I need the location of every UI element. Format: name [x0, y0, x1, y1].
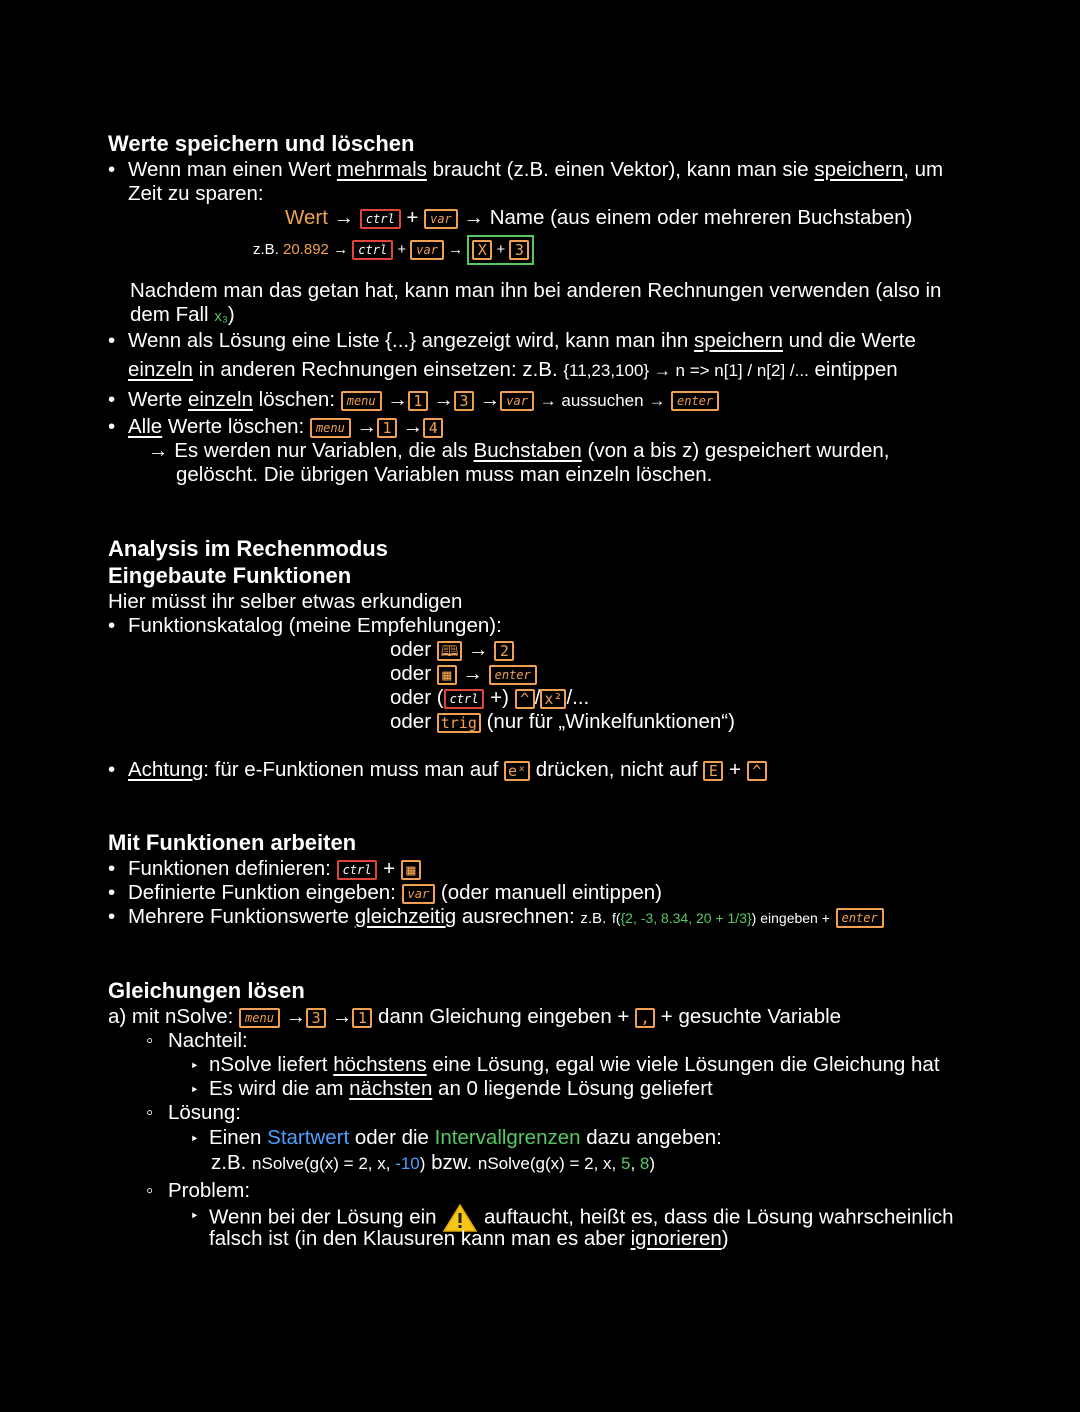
x2-key-icon: x²: [540, 689, 566, 709]
template-grid-icon: ▦: [437, 665, 457, 685]
caret-key-icon: ^: [747, 761, 767, 781]
bullet: •: [108, 388, 116, 411]
variable-name-box: X + 3: [467, 235, 534, 265]
list-item: Es wird die am nächsten an 0 liegende Lösung geliefert: [209, 1077, 713, 1100]
enter-key-icon: enter: [836, 908, 884, 928]
section-title-analysis: Analysis im Rechenmodus: [108, 536, 388, 561]
menu-key-icon: menu: [239, 1008, 280, 1028]
sub-heading: Lösung:: [168, 1101, 241, 1124]
sub-heading: Problem:: [168, 1179, 251, 1202]
option-row: oder trig (nur für „Winkelfunktionen“): [390, 710, 735, 733]
ctrl-key-icon: ctrl: [360, 209, 401, 229]
var-key-icon: var: [410, 240, 444, 260]
1-key-icon: 1: [377, 418, 397, 438]
list-item: Wenn als Lösung eine Liste {...} angezeigt wird, kann man ihn speichern und die Werte: [128, 329, 916, 352]
list-item: Achtung: für e-Funktionen muss man auf eˣ drücken, nicht auf E + ^: [128, 758, 767, 782]
var-key-icon: var: [424, 209, 458, 229]
circle-bullet: ◦: [146, 1179, 154, 1202]
x-key-icon: X: [472, 240, 492, 260]
bullet: •: [108, 881, 116, 904]
list-item: Werte einzeln löschen: menu → 1 → 3 → var → aussuchen → enter: [128, 388, 719, 413]
section-title-gleichungen: Gleichungen lösen: [108, 978, 305, 1003]
option-row: oder ( ctrl +) ^ / x² /...: [390, 686, 590, 709]
list-item: Wenn bei der Lösung ein auftaucht, heißt es, dass die Lösung wahrscheinlich: [209, 1203, 953, 1233]
tri-bullet: ‣: [190, 1208, 199, 1225]
enter-key-icon: enter: [489, 665, 537, 685]
catalog-book-icon: 🕮: [437, 641, 463, 661]
list-item: Wenn man einen Wert mehrmals braucht (z.B. einen Vektor), kann man sie speichern, um: [128, 158, 944, 181]
sub-note-cont: gelöscht. Die übrigen Variablen muss man einzeln löschen.: [176, 463, 713, 486]
3-key-icon: 3: [306, 1008, 326, 1028]
menu-key-icon: menu: [341, 391, 382, 411]
option-row: oder 🕮 → 2: [390, 638, 514, 662]
ex-key-icon: eˣ: [504, 761, 530, 781]
list-item: Mehrere Funktionswerte gleichzeitig ausrechnen: z.B. f({2, -3, 8.34, 20 + 1/3}) eingeben + enter: [128, 905, 884, 931]
option-row: oder ▦ → enter: [390, 662, 537, 686]
4-key-icon: 4: [423, 418, 443, 438]
list-item: Alle Werte löschen: menu → 1 → 4: [128, 415, 443, 439]
circle-bullet: ◦: [146, 1101, 154, 1124]
E-key-icon: E: [703, 761, 723, 781]
method-line: a) mit nSolve: menu → 3 → 1 dann Gleichung eingeben + , + gesuchte Variable: [108, 1005, 842, 1028]
3-key-icon: 3: [454, 391, 474, 411]
paragraph-cont: dem Fall x₃): [130, 303, 235, 326]
menu-key-icon: menu: [310, 418, 351, 438]
var-key-icon: var: [500, 391, 534, 411]
section-title-funktionen: Mit Funktionen arbeiten: [108, 830, 357, 855]
1-key-icon: 1: [408, 391, 428, 411]
formula-example: z.B. 20.892 → ctrl + var → X + 3: [253, 235, 534, 265]
paragraph: Nachdem man das getan hat, kann man ihn bei anderen Rechnungen verwenden (also in: [130, 279, 942, 302]
section-title-werte: Werte speichern und löschen: [108, 131, 415, 156]
ctrl-key-icon: ctrl: [444, 689, 485, 709]
caret-key-icon: ^: [515, 689, 535, 709]
bullet: •: [108, 614, 116, 637]
tri-bullet: ‣: [190, 1131, 199, 1148]
template-grid-icon: ▦: [401, 860, 421, 880]
tri-bullet: ‣: [190, 1058, 199, 1075]
list-item-cont: einzeln in anderen Rechnungen einsetzen: z.B. {11,23,100} → n => n[1] / n[2] /... eintippen: [128, 358, 898, 381]
3-key-icon: 3: [509, 240, 529, 260]
list-item: Funktionskatalog (meine Empfehlungen):: [128, 614, 502, 637]
2-key-icon: 2: [494, 641, 514, 661]
example-line: z.B. nSolve(g(x) = 2, x, -10) bzw. nSolve(g(x) = 2, x, 5, 8): [211, 1151, 656, 1174]
formula-store: Wert → ctrl + var → Name (aus einem oder mehreren Buchstaben): [285, 206, 913, 229]
comma-key-icon: ,: [635, 1008, 655, 1028]
bullet: •: [108, 329, 116, 352]
list-item: Einen Startwert oder die Intervallgrenzen dazu angeben:: [209, 1126, 722, 1149]
circle-bullet: ◦: [146, 1029, 154, 1052]
bullet: •: [108, 415, 116, 438]
list-item-cont: falsch ist (in den Klausuren kann man es aber ignorieren): [209, 1227, 729, 1250]
bullet: •: [108, 857, 116, 880]
bullet: •: [108, 758, 116, 781]
trig-key-icon: trig: [437, 713, 481, 733]
section-subtitle: Eingebaute Funktionen: [108, 563, 352, 588]
var-key-icon: var: [402, 884, 436, 904]
enter-key-icon: enter: [671, 391, 719, 411]
list-item: Definierte Funktion eingeben: var (oder manuell eintippen): [128, 881, 662, 904]
sub-note: → Es werden nur Variablen, die als Buchstaben (von a bis z) gespeichert wurden,: [148, 439, 890, 462]
sub-heading: Nachteil:: [168, 1029, 248, 1052]
ctrl-key-icon: ctrl: [352, 240, 393, 260]
list-item: Funktionen definieren: ctrl + ▦: [128, 857, 421, 881]
list-item-cont: Zeit zu sparen:: [128, 182, 264, 205]
tri-bullet: ‣: [190, 1082, 199, 1099]
1-key-icon: 1: [352, 1008, 372, 1028]
ctrl-key-icon: ctrl: [337, 860, 378, 880]
bullet: •: [108, 905, 116, 928]
intro-text: Hier müsst ihr selber etwas erkundigen: [108, 590, 463, 613]
bullet: •: [108, 158, 116, 181]
list-item: nSolve liefert höchstens eine Lösung, egal wie viele Lösungen die Gleichung hat: [209, 1053, 940, 1076]
